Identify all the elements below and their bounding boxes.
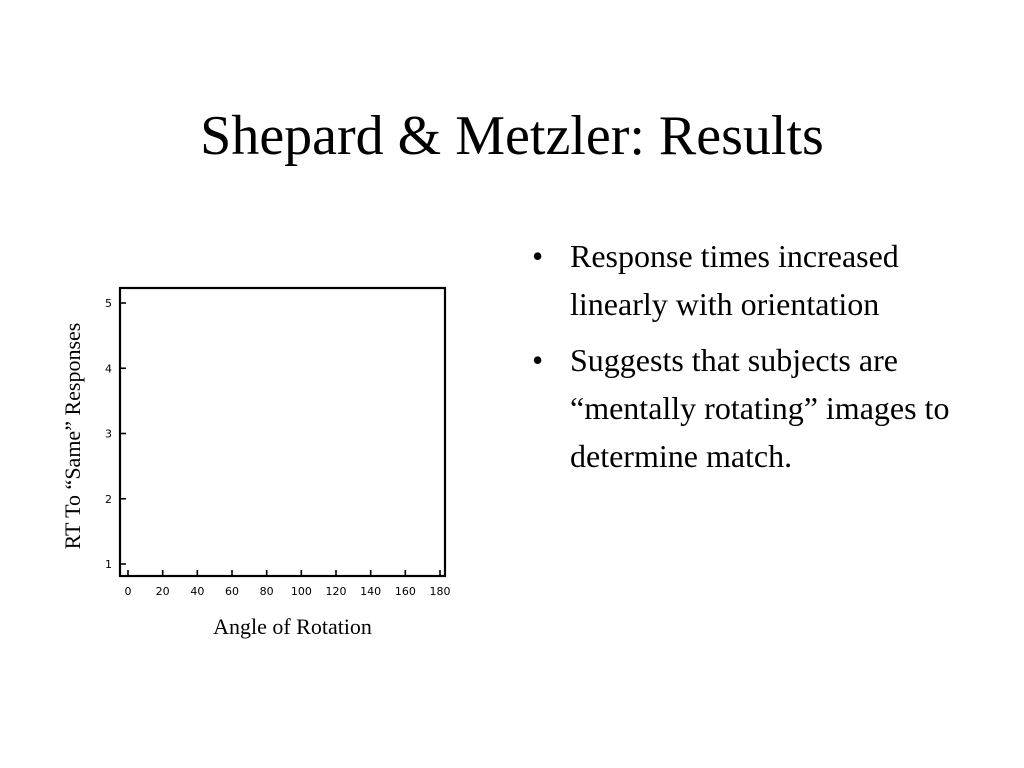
plot-layer (60, 288, 451, 639)
bullet-text: Response times increased linearly with orientation (570, 238, 899, 322)
x-tick-label: 160 (394, 585, 416, 598)
chart-svg (40, 270, 480, 650)
bullet-text: Suggests that subjects are “mentally rotating” images to determine match. (570, 342, 950, 474)
plot-frame (120, 288, 445, 576)
y-tick-label: 2 (105, 492, 112, 506)
bullet-item-mental-rotation (528, 336, 988, 480)
bullet-marker: • (532, 238, 544, 274)
x-tick-label: 120 (325, 585, 347, 598)
bullet-item-linear (528, 232, 988, 328)
y-tick-label: 4 (105, 362, 112, 376)
bullet-marker: • (532, 342, 544, 378)
x-tick-label: 60 (225, 585, 239, 598)
rt-chart (40, 270, 480, 650)
x-tick-label: 140 (360, 585, 382, 598)
x-tick-label: 0 (124, 585, 132, 598)
y-tick-label: 3 (105, 427, 112, 441)
bullet-list (528, 232, 988, 488)
x-axis-label: Angle of Rotation (213, 614, 372, 639)
x-tick-label: 20 (155, 585, 170, 598)
x-tick-label: 180 (429, 585, 451, 598)
y-tick-label: 1 (105, 558, 112, 571)
x-tick-label: 100 (290, 585, 312, 598)
y-tick-label: 5 (105, 297, 112, 310)
slide-title: Shepard & Metzler: Results (200, 105, 824, 167)
x-tick-label: 40 (190, 585, 205, 598)
y-axis-label: RT To “Same” Responses (60, 322, 85, 550)
x-tick-label: 80 (259, 585, 274, 598)
